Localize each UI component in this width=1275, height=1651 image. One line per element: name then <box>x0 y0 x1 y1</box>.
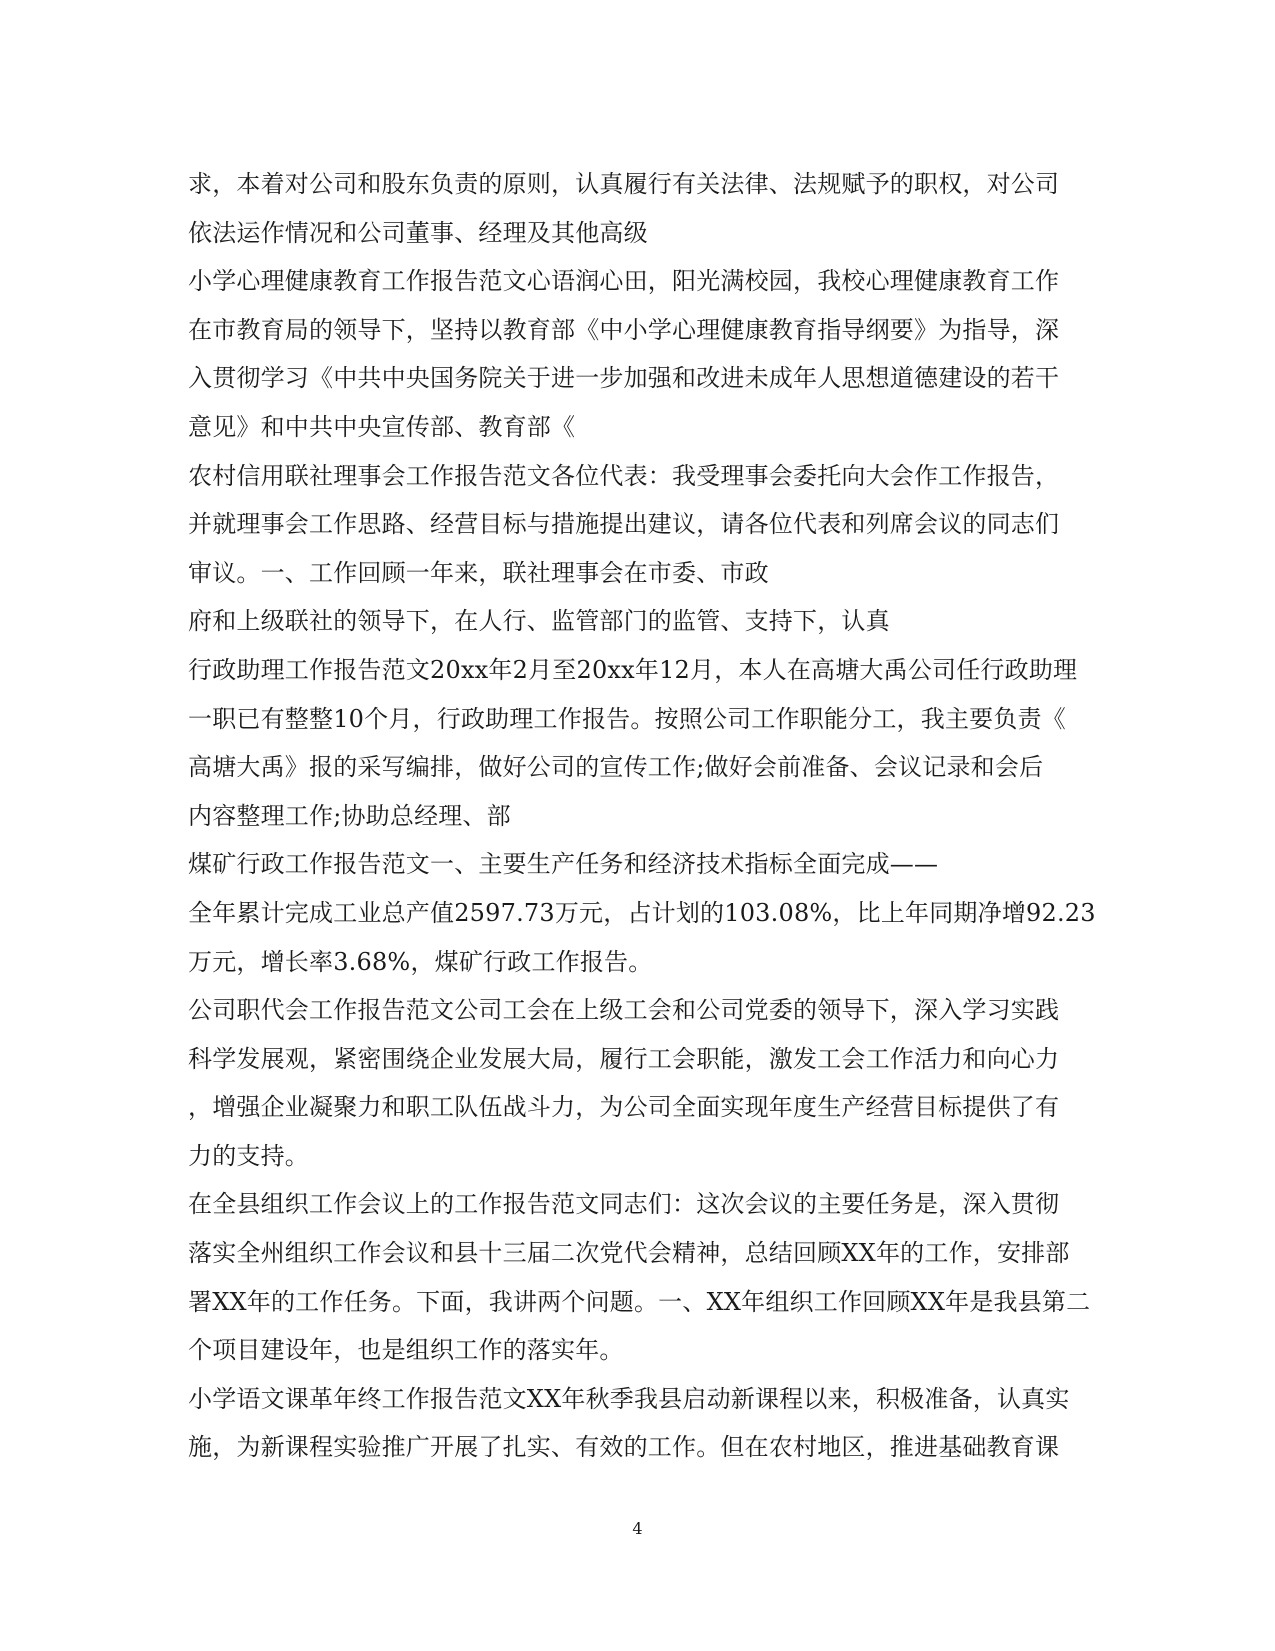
text-line: 全年累计完成工业总产值2597.73万元，占计划的103.08%，比上年同期净增92.23 <box>188 898 1096 927</box>
text-line: 府和上级联社的领导下，在人行、监管部门的监管、支持下，认真 <box>188 607 890 636</box>
text-line: ，增强企业凝聚力和职工队伍战斗力，为公司全面实现年度生产经营目标提供了有 <box>188 1093 1060 1122</box>
page-number: 4 <box>632 1519 643 1538</box>
text-line: 内容整理工作;协助总经理、部 <box>188 801 511 830</box>
text-line: 署XX年的工作任务。下面，我讲两个问题。一、XX年组织工作回顾XX年是我县第二 <box>188 1287 1091 1316</box>
text-line: 行政助理工作报告范文20xx年2月至20xx年12月，本人在高塘大禹公司任行政助理 <box>188 655 1078 684</box>
text-line: 意见》和中共中央宣传部、教育部《 <box>188 412 576 441</box>
text-line: 并就理事会工作思路、经营目标与措施提出建议，请各位代表和列席会议的同志们 <box>188 510 1060 539</box>
text-line: 入贯彻学习《中共中央国务院关于进一步加强和改进未成年人思想道德建设的若干 <box>188 364 1060 393</box>
text-line: 煤矿行政工作报告范文一、主要生产任务和经济技术指标全面完成—— <box>188 850 939 879</box>
text-line: 力的支持。 <box>188 1141 309 1170</box>
text-line: 公司职代会工作报告范文公司工会在上级工会和公司党委的领导下，深入学习实践 <box>188 996 1060 1025</box>
body-text <box>188 160 1096 1472</box>
text-line: 农村信用联社理事会工作报告范文各位代表：我受理事会委托向大会作工作报告， <box>188 461 1060 490</box>
text-line: 小学心理健康教育工作报告范文心语润心田，阳光满校园，我校心理健康教育工作 <box>188 267 1060 296</box>
text-line: 万元，增长率3.68%，煤矿行政工作报告。 <box>188 947 653 976</box>
text-line: 施，为新课程实验推广开展了扎实、有效的工作。但在农村地区，推进基础教育课 <box>188 1433 1060 1462</box>
text-line: 依法运作情况和公司董事、经理及其他高级 <box>188 218 648 247</box>
text-line: 科学发展观，紧密围绕企业发展大局，履行工会职能，激发工会工作活力和向心力 <box>188 1044 1060 1073</box>
text-line: 高塘大禹》报的采写编排，做好公司的宣传工作;做好会前准备、会议记录和会后 <box>188 753 1044 782</box>
text-line: 审议。一、工作回顾一年来，联社理事会在市委、市政 <box>188 558 769 587</box>
text-line: 在全县组织工作会议上的工作报告范文同志们：这次会议的主要任务是，深入贯彻 <box>188 1190 1060 1219</box>
text-line: 求，本着对公司和股东负责的原则，认真履行有关法律、法规赋予的职权，对公司 <box>188 170 1060 198</box>
text-line: 落实全州组织工作会议和县十三届二次党代会精神，总结回顾XX年的工作，安排部 <box>188 1239 1070 1268</box>
text-line: 在市教育局的领导下，坚持以教育部《中小学心理健康教育指导纲要》为指导，深 <box>188 315 1060 344</box>
text-line: 一职已有整整10个月，行政助理工作报告。按照公司工作职能分工，我主要负责《 <box>188 704 1066 733</box>
text-line: 小学语文课革年终工作报告范文XX年秋季我县启动新课程以来，积极准备，认真实 <box>188 1384 1070 1413</box>
text-line: 个项目建设年，也是组织工作的落实年。 <box>188 1336 624 1365</box>
